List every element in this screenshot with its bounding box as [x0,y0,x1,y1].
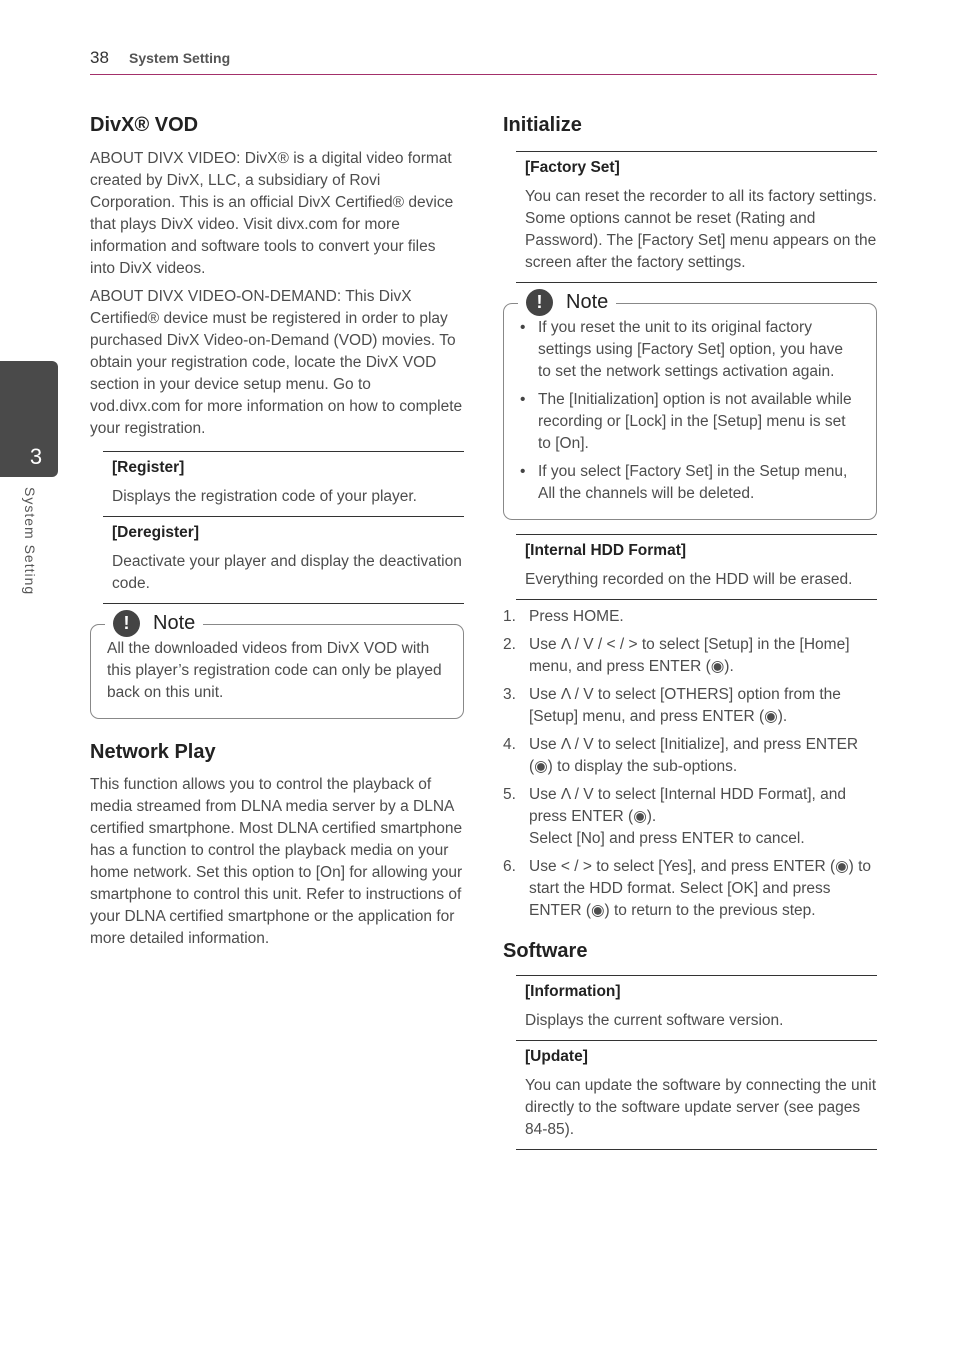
hdd-format-desc: Everything recorded on the HDD will be erased. [525,571,853,588]
information-option [516,975,877,1040]
step-number: 1. [503,608,516,625]
note-title: Note [566,290,609,313]
register-option [103,451,464,516]
hdd-format-title: [Internal HDD Format] [525,542,687,559]
step-text: Use Λ / V to select [Internal HDD Format], and press ENTER (◉). [529,786,847,825]
software-options [516,975,877,1150]
step-text: Use Λ / V to select [Initialize], and press ENTER (◉) to display the sub-options. [529,736,859,775]
step-number: 5. [503,786,516,803]
divx-about-vod: ABOUT DIVX VIDEO-ON-DEMAND: This DivX Certified® device must be registered in order to play purchased DivX Video-on-Demand (VOD) movies. To obtain your registration code, locate the DivX VOD section in your device setup menu. Go to vod.divx.com for more information on how to complete your registration. [90,288,463,437]
step-item [503,684,877,728]
step-item [503,606,877,628]
step-number: 3. [503,686,516,703]
deregister-option [103,516,464,604]
register-title: [Register] [112,459,185,476]
note-item: • The [Initialization] option is not available while recording or [Lock] in the [Setup] menu is set to [On]. [516,389,860,455]
register-desc: Displays the registration code of your player. [112,488,417,505]
section-title: System Setting [129,50,231,66]
initialize-note-box [503,290,877,520]
step-text: Use Λ / V to select [OTHERS] option from the [Setup] menu, and press ENTER (◉). [529,686,841,725]
step-subtext: Select [No] and press ENTER to cancel. [529,830,805,847]
note-header [518,287,616,317]
network-play-heading: Network Play [90,741,216,763]
step-number: 2. [503,636,516,653]
note-header [105,608,203,638]
network-play-text: This function allows you to control the playback of media streamed from DLNA media server by a DLNA certified smartphone. Most DLNA certified smartphone has a function to control the playback media on your home network. Set this option to [On] for allowing your smartphone to control this unit. Refer to instructions of your DLNA certified smartphone or the application for more detailed information. [90,776,463,947]
page-number: 38 [90,48,109,67]
update-option [516,1040,877,1150]
hdd-format-option [516,534,877,600]
chapter-number: 3 [29,444,43,469]
deregister-desc: Deactivate your player and display the deactivation code. [112,553,462,592]
note-list [516,317,860,505]
factory-set-option [516,151,877,283]
step-item [503,784,877,850]
step-item [503,634,877,678]
hdd-format-section [516,534,877,600]
step-number: 6. [503,858,516,875]
divx-about-video: ABOUT DIVX VIDEO: DivX® is a digital video format created by DivX, LLC, a subsidiary of Rovi Corporation. This is an official DivX Certified® device that plays DivX video. Visit divx.com for more information and software tools to convert your files into DivX videos. [90,150,454,277]
left-column [90,114,464,950]
step-item [503,856,877,922]
information-desc: Displays the current software version. [525,1012,784,1029]
step-text: Use < / > to select [Yes], and press ENTER (◉) to start the HDD format. Select [OK] and press ENTER (◉) to return to the previous step. [529,858,872,919]
step-text: Press HOME. [529,608,624,625]
chapter-label: System Setting [22,487,38,596]
right-column [503,114,877,1150]
exclamation-icon: ! [113,610,140,637]
factory-set-desc: You can reset the recorder to all its factory settings. Some options cannot be reset (Rating and Password). The [Factory Set] menu appears on the screen after the factory settings. [525,188,877,271]
divx-options [103,451,464,604]
divx-heading: DivX® VOD [90,114,199,136]
note-title: Note [153,611,196,634]
update-desc: You can update the software by connecting the unit directly to the software update server (see pages 84-85). [525,1077,877,1138]
page-header [90,46,877,75]
divx-note-box [90,611,464,719]
step-number: 4. [503,736,516,753]
initialize-heading: Initialize [503,114,582,136]
exclamation-icon: ! [526,289,553,316]
software-heading: Software [503,940,588,962]
factory-set-section [516,151,877,283]
update-title: [Update] [525,1048,588,1065]
note-item: • If you select [Factory Set] in the Setup menu, All the channels will be deleted. [516,461,860,505]
note-item: • If you reset the unit to its original factory settings using [Factory Set] option, you have to set the network settings activation again. [516,317,860,383]
hdd-format-steps [503,606,877,922]
factory-set-title: [Factory Set] [525,159,620,176]
information-title: [Information] [525,983,621,1000]
deregister-title: [Deregister] [112,524,199,541]
step-item [503,734,877,778]
divx-note-text: All the downloaded videos from DivX VOD with this player’s registration code can only be played back on this unit. [107,640,442,701]
step-text: Use Λ / V / < / > to select [Setup] in the [Home] menu, and press ENTER (◉). [529,636,850,675]
